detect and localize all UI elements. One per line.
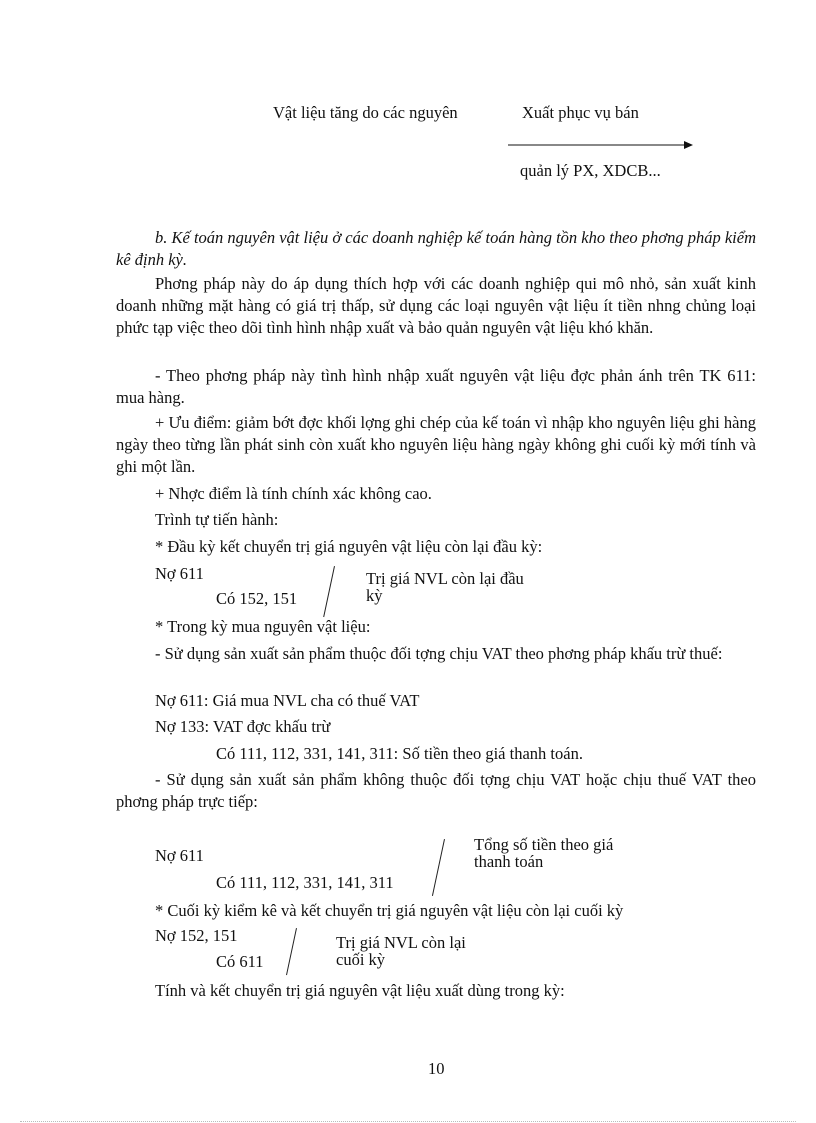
- entry2-debit: Nợ 611: [155, 846, 204, 865]
- page-number: 10: [428, 1059, 445, 1078]
- diagram-arrow: [508, 139, 694, 151]
- paragraph-vat-deduction: - Sử dụng sản xuất sản phẩm thuộc đối tợng chịu VAT theo phơng pháp khấu trừ thuế:: [155, 644, 723, 663]
- paragraph-direct-method: - Sử dụng sản xuất sản phẩm không thuộc đối tợng chịu VAT hoặc chịu thuế VAT theo phơng pháp trực tiếp:: [116, 770, 756, 811]
- entry3-divider: [286, 928, 297, 975]
- paragraph-credit-accounts: Có 111, 112, 331, 141, 311: Số tiền theo giá thanh toán.: [216, 744, 583, 763]
- entry1-divider: [323, 566, 335, 617]
- paragraph-advantage: + Ưu điểm: giảm bớt đợc khối lợng ghi chép của kế toán vì nhập kho nguyên liệu ghi hàng ngày theo từng lần phát sinh còn xuất kho nguyên liệu hàng ngày không ghi cuối kỳ mới tính và ghi một lần.: [116, 413, 756, 476]
- paragraph-method-scope: Phơng pháp này do áp dụng thích hợp với các doanh nghiệp qui mô nhỏ, sản xuất kinh doanh những mặt hàng có giá trị thấp, sử dụng các loại nguyên vật liệu ít tiền nhng chủng loại phức tạp việc theo dõi tình hình nhập xuất và bảo quản nguyên vật liệu khó khăn.: [116, 274, 756, 337]
- entry3-note-line1: Trị giá NVL còn lại: [336, 933, 466, 952]
- paragraph-start-period: * Đầu kỳ kết chuyển trị giá nguyên vật liệu còn lại đầu kỳ:: [155, 537, 543, 556]
- entry1-note-line1: Trị giá NVL còn lại đầu: [366, 569, 524, 588]
- diagram-right-top-label: Xuất phục vụ bán: [522, 103, 639, 122]
- paragraph-end-period: * Cuối kỳ kiểm kê và kết chuyển trị giá nguyên vật liệu còn lại cuối kỳ: [155, 901, 624, 920]
- diagram-right-bottom-label: quản lý PX, XDCB...: [520, 161, 661, 180]
- entry2-note-line2: thanh toán: [474, 852, 544, 871]
- paragraph-procedure: Trình tự tiến hành:: [155, 510, 279, 529]
- diagram-left-label: Vật liệu tăng do các nguyên: [273, 103, 458, 122]
- entry2-credit: Có 111, 112, 331, 141, 311: [216, 873, 394, 892]
- section-heading-b: b. Kế toán nguyên vật liệu ở các doanh nghiệp kế toán hàng tồn kho theo phơng pháp kiểm kê định kỳ.: [116, 228, 756, 269]
- paragraph-tk611: - Theo phơng pháp này tình hình nhập xuất nguyên vật liệu đợc phản ánh trên TK 611: mua hàng.: [116, 366, 756, 407]
- paragraph-disadvantage: + Nhợc điểm là tính chính xác không cao.: [155, 484, 432, 503]
- paragraph-issued-materials: Tính và kết chuyển trị giá nguyên vật liệu xuất dùng trong kỳ:: [155, 981, 565, 1000]
- entry3-credit: Có 611: [216, 952, 264, 971]
- entry1-note-line2: kỳ: [366, 586, 383, 605]
- entry2-note-line1: Tổng số tiền theo giá: [474, 835, 614, 854]
- entry1-debit: Nợ 611: [155, 564, 204, 583]
- entry2-divider: [432, 839, 445, 896]
- entry1-credit: Có 152, 151: [216, 589, 298, 608]
- paragraph-debit-133: Nợ 133: VAT đợc khấu trừ: [155, 717, 331, 736]
- paragraph-in-period: * Trong kỳ mua nguyên vật liệu:: [155, 617, 371, 636]
- footer-dotted-line: [20, 1121, 796, 1122]
- entry3-note-line2: cuối kỳ: [336, 950, 386, 969]
- paragraph-debit-611: Nợ 611: Giá mua NVL cha có thuế VAT: [155, 691, 420, 710]
- entry3-debit: Nợ 152, 151: [155, 926, 238, 945]
